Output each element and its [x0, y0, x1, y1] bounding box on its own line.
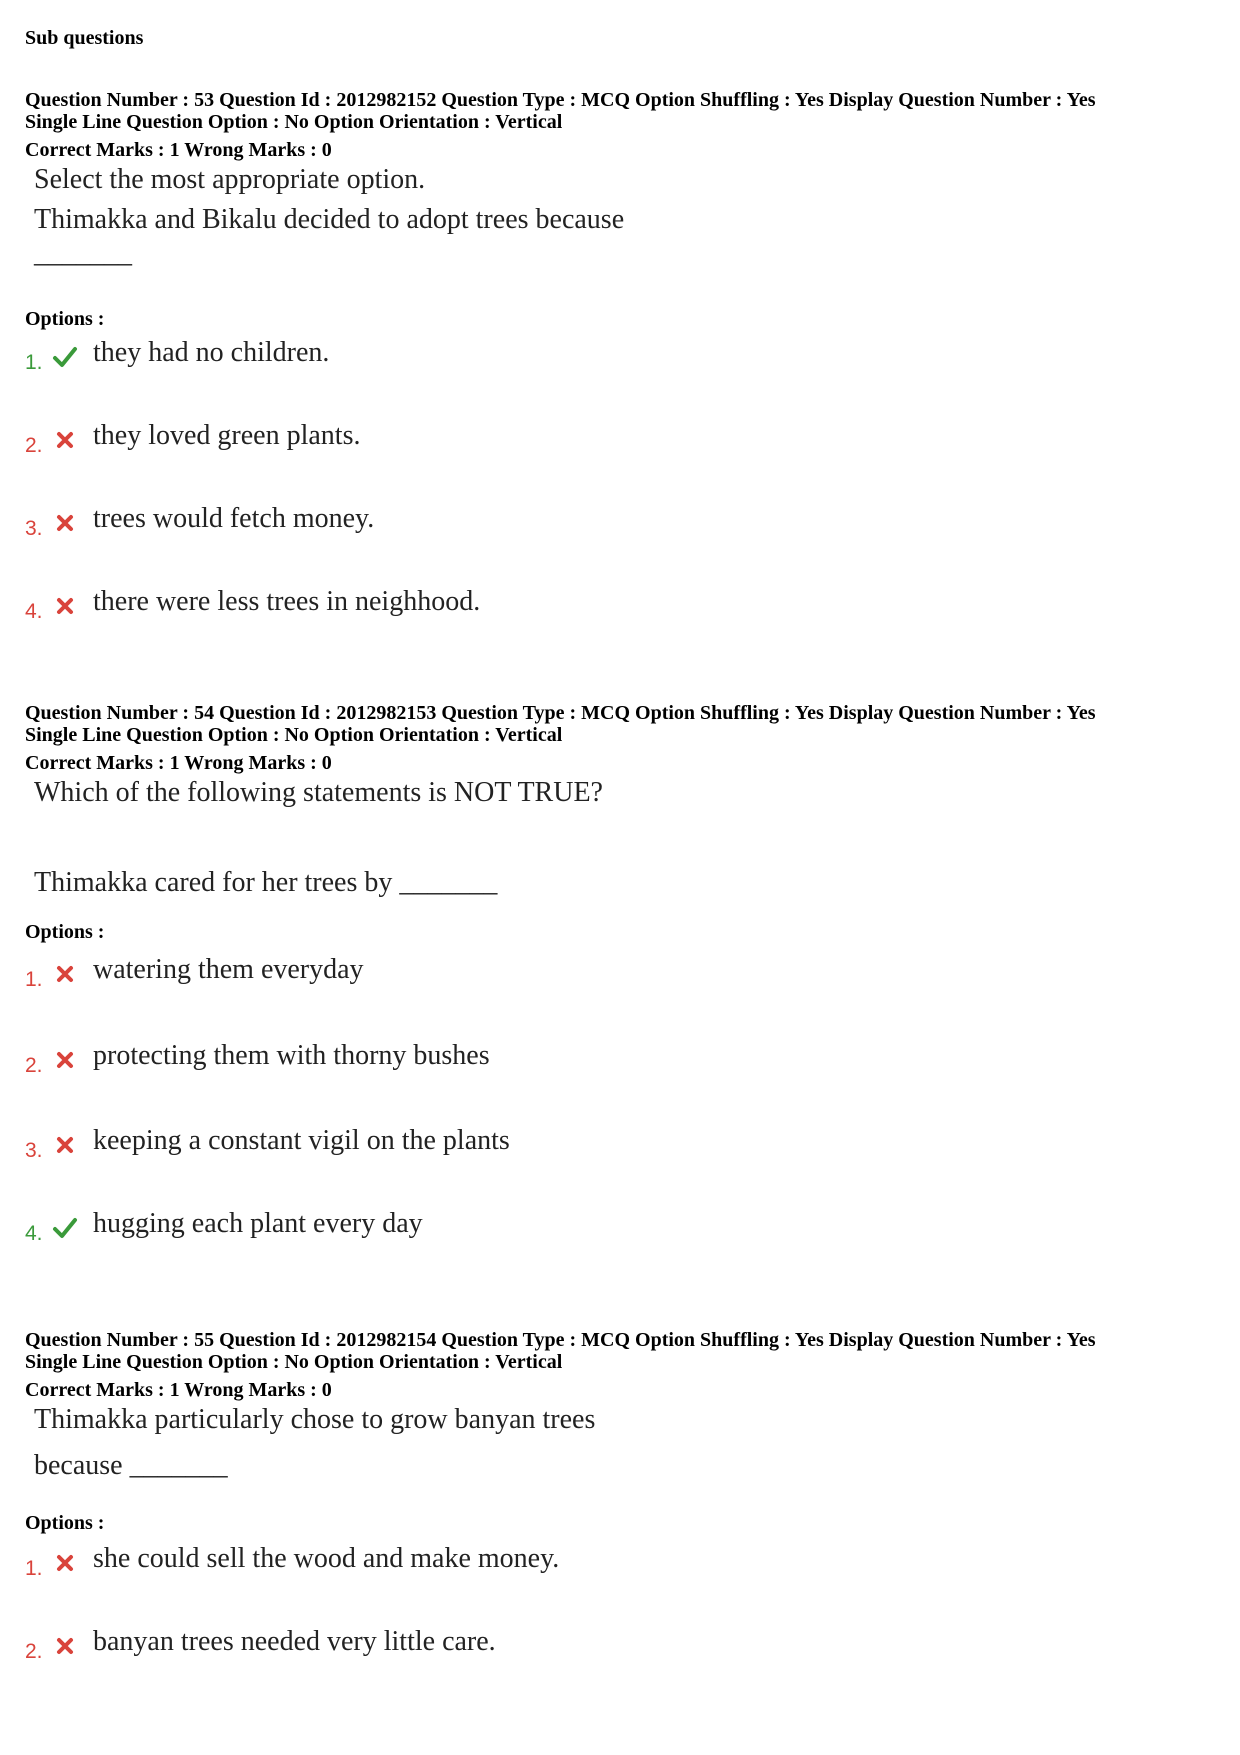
- option-text: hugging each plant every day: [93, 1208, 423, 1239]
- question-stem: [34, 1403, 1215, 1483]
- option-2: [25, 1040, 925, 1080]
- option-text: banyan trees needed very little care.: [93, 1626, 496, 1657]
- option-text: keeping a constant vigil on the plants: [93, 1125, 510, 1156]
- question-meta-line: Question Number : 53 Question Id : 2012982152 Question Type : MCQ Option Shuffling : Yes Display Question Number : Yes: [25, 89, 1096, 111]
- question-marks: Correct Marks : 1 Wrong Marks : 0: [25, 139, 332, 161]
- stem-line: because _______: [34, 1450, 228, 1481]
- stem-line: Thimakka cared for her trees by _______: [34, 867, 498, 898]
- answer-blank: _______: [34, 238, 132, 269]
- option-3: [25, 503, 925, 543]
- option-number: 2.: [25, 1640, 43, 1663]
- question-meta-line: Question Number : 55 Question Id : 2012982154 Question Type : MCQ Option Shuffling : Yes Display Question Number : Yes: [25, 1329, 1096, 1351]
- question-meta-line: Single Line Question Option : No Option Orientation : Vertical: [25, 724, 563, 746]
- check-icon: [52, 345, 78, 369]
- options-label: Options :: [25, 308, 105, 330]
- stem-line: Thimakka and Bikalu decided to adopt trees because: [34, 204, 625, 235]
- option-number: 4.: [25, 600, 43, 623]
- check-icon: [52, 1216, 78, 1240]
- option-1: [25, 1543, 925, 1583]
- option-text: watering them everyday: [93, 954, 364, 985]
- option-4: [25, 1208, 925, 1248]
- option-text: there were less trees in neighhood.: [93, 586, 481, 617]
- option-2: [25, 420, 925, 460]
- option-text: protecting them with thorny bushes: [93, 1040, 490, 1071]
- question-meta-line: Single Line Question Option : No Option Orientation : Vertical: [25, 111, 563, 133]
- option-text: trees would fetch money.: [93, 503, 375, 534]
- option-text: they had no children.: [93, 337, 330, 368]
- cross-icon: [52, 1048, 78, 1072]
- option-text: they loved green plants.: [93, 420, 361, 451]
- question-55: [25, 1329, 1215, 1669]
- option-text: she could sell the wood and make money.: [93, 1543, 560, 1574]
- question-stem: [34, 163, 1215, 271]
- option-2: [25, 1626, 925, 1666]
- cross-icon: [52, 962, 78, 986]
- question-marks: Correct Marks : 1 Wrong Marks : 0: [25, 752, 332, 774]
- cross-icon: [52, 511, 78, 535]
- option-number: 3.: [25, 517, 43, 540]
- option-number: 4.: [25, 1222, 43, 1245]
- question-marks: Correct Marks : 1 Wrong Marks : 0: [25, 1379, 332, 1401]
- stem-line: Which of the following statements is NOT TRUE?: [34, 777, 603, 808]
- stem-line: Thimakka particularly chose to grow banyan trees: [34, 1404, 596, 1435]
- option-4: [25, 586, 925, 626]
- option-1: [25, 337, 925, 377]
- question-54: [25, 702, 1215, 1272]
- question-meta-line: Single Line Question Option : No Option Orientation : Vertical: [25, 1351, 563, 1373]
- cross-icon: [52, 428, 78, 452]
- question-stem: [34, 776, 1215, 900]
- option-number: 3.: [25, 1139, 43, 1162]
- cross-icon: [52, 594, 78, 618]
- cross-icon: [52, 1551, 78, 1575]
- options-label: Options :: [25, 921, 105, 943]
- cross-icon: [52, 1634, 78, 1658]
- question-meta-line: Question Number : 54 Question Id : 2012982153 Question Type : MCQ Option Shuffling : Yes Display Question Number : Yes: [25, 702, 1096, 724]
- option-number: 2.: [25, 434, 43, 457]
- options-label: Options :: [25, 1512, 105, 1534]
- option-3: [25, 1125, 925, 1165]
- question-53: [25, 89, 1215, 649]
- section-title: Sub questions: [25, 27, 144, 49]
- cross-icon: [52, 1133, 78, 1157]
- option-number: 1.: [25, 968, 43, 991]
- stem-line: Select the most appropriate option.: [34, 164, 426, 195]
- option-number: 2.: [25, 1054, 43, 1077]
- option-number: 1.: [25, 351, 43, 374]
- option-number: 1.: [25, 1557, 43, 1580]
- option-1: [25, 954, 925, 994]
